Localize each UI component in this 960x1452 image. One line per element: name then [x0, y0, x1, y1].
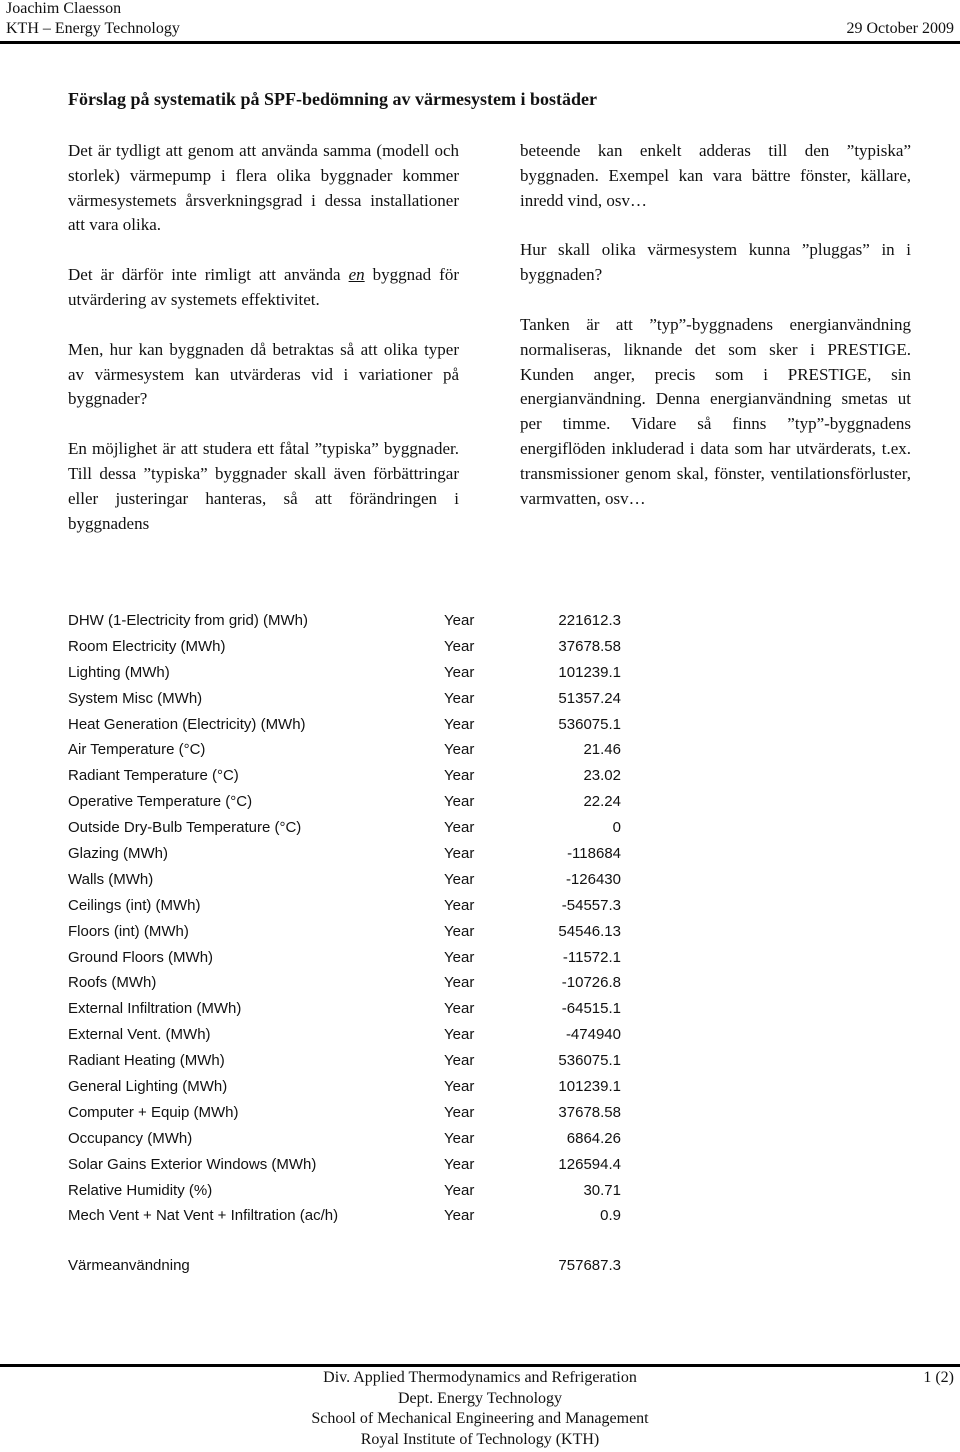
emphasized-word: en — [348, 265, 365, 285]
paragraph: Hur skall olika värmesystem kunna ”pluggas” in i byggnaden? — [520, 240, 911, 285]
row-period: Year — [444, 663, 475, 681]
row-value: -10726.8 — [561, 974, 621, 992]
row-label: Occupancy (MWh) — [68, 1129, 193, 1147]
row-value: 6864.26 — [566, 1129, 621, 1147]
row-value: -11572.1 — [562, 948, 621, 966]
row-period: Year — [444, 1103, 475, 1121]
row-value: -474940 — [565, 1026, 621, 1044]
row-period: Year — [444, 689, 475, 707]
row-label: Mech Vent + Nat Vent + Infiltration (ac/h) — [68, 1207, 339, 1225]
row-value: 536075.1 — [558, 1052, 621, 1070]
footer-school: School of Mechanical Engineering and Management — [311, 1410, 649, 1428]
row-period: Year — [444, 793, 475, 811]
row-label: DHW (1-Electricity from grid) (MWh) — [68, 612, 308, 629]
row-value: 22.24 — [583, 793, 621, 811]
row-value: 54546.13 — [558, 922, 621, 940]
row-period: Year — [444, 637, 475, 655]
row-label: General Lighting (MWh) — [68, 1078, 228, 1096]
row-label: Glazing (MWh) — [68, 845, 169, 863]
row-value: 536075.1 — [558, 715, 621, 733]
row-label: Ceilings (int) (MWh) — [68, 896, 201, 914]
row-label: Ground Floors (MWh) — [68, 948, 214, 966]
row-period: Year — [444, 1000, 475, 1018]
paragraph: Men, hur kan byggnaden då betraktas så att olika typer av värmesystem kan utvärderas vid i variationer på byggnader? — [68, 339, 459, 409]
row-period: Year — [444, 948, 475, 966]
row-label: Relative Humidity (%) — [68, 1181, 213, 1199]
row-value: 23.02 — [583, 767, 621, 785]
row-label: System Misc (MWh) — [68, 689, 203, 707]
row-label: Solar Gains Exterior Windows (MWh) — [68, 1155, 317, 1173]
row-value: -54557.3 — [561, 896, 621, 914]
row-period: Year — [444, 715, 475, 733]
row-value: 0.9 — [600, 1207, 621, 1225]
row-period: Year — [444, 767, 475, 785]
row-period: Year — [444, 1078, 475, 1096]
document-title: Förslag på systematik på SPF-bedömning av värmesystem i bostäder — [68, 89, 597, 109]
row-period: Year — [444, 741, 475, 759]
row-value: -118684 — [567, 845, 621, 863]
row-label: External Infiltration (MWh) — [68, 1000, 242, 1018]
row-label: External Vent. (MWh) — [68, 1026, 211, 1044]
row-label: Outside Dry-Bulb Temperature (°C) — [68, 819, 302, 837]
row-value: 30.71 — [583, 1181, 621, 1199]
row-period: Year — [444, 1181, 475, 1199]
summary-label: Värmeanvändning — [68, 1257, 190, 1274]
row-label: Radiant Heating (MWh) — [68, 1052, 225, 1070]
row-period: Year — [444, 896, 475, 914]
row-value: -126430 — [565, 870, 621, 888]
author-name: Joachim Claesson — [6, 0, 122, 17]
row-value: 37678.58 — [558, 1103, 621, 1121]
row-value: 51357.24 — [558, 689, 621, 707]
row-value: -64515.1 — [561, 1000, 621, 1018]
row-value: 126594.4 — [558, 1155, 621, 1173]
row-label: Lighting (MWh) — [68, 663, 170, 681]
row-period: Year — [444, 1052, 475, 1070]
row-value: 221612.3 — [558, 612, 621, 629]
organization-name: KTH – Energy Technology — [6, 20, 180, 37]
row-period: Year — [444, 845, 475, 863]
row-period: Year — [444, 612, 475, 629]
row-label: Room Electricity (MWh) — [68, 637, 226, 655]
footer-department: Dept. Energy Technology — [397, 1389, 563, 1407]
row-period: Year — [444, 922, 475, 940]
summary-value: 757687.3 — [558, 1257, 621, 1274]
row-value: 101239.1 — [558, 663, 621, 681]
row-period: Year — [444, 1129, 475, 1147]
right-text-column — [520, 139, 911, 536]
footer-institute: Royal Institute of Technology (KTH) — [360, 1430, 600, 1448]
paragraph: En möjlighet är att studera ett fåtal ”typiska” byggnader. Till dessa ”typiska” byggnader skall även förbättringar eller justeringar hanteras, så att förändringen i byggnadens — [68, 439, 459, 533]
paragraph-text: Det är därför inte rimligt att använda — [68, 265, 349, 285]
row-label: Roofs (MWh) — [68, 974, 157, 992]
row-period: Year — [444, 1026, 475, 1044]
row-value: 21.46 — [583, 741, 621, 759]
left-text-column — [68, 139, 459, 561]
row-value: 101239.1 — [558, 1078, 621, 1096]
paragraph-text: byggnad för utvärdering av systemets effektivitet. — [68, 265, 459, 309]
row-label: Walls (MWh) — [68, 870, 154, 888]
page-number: 1 (2) — [923, 1369, 954, 1386]
footer — [0, 1368, 960, 1450]
footer-division: Div. Applied Thermodynamics and Refrigeration — [323, 1369, 637, 1386]
row-period: Year — [444, 1207, 475, 1225]
paragraph: Det är tydligt att genom att använda samma (modell och storlek) värmepump i flera olika byggnader kommer värmesystemets årsverkningsgrad i dessa installationer att vara olika. — [68, 141, 459, 235]
document-date: 29 October 2009 — [846, 20, 954, 37]
row-label: Computer + Equip (MWh) — [68, 1103, 239, 1121]
row-period: Year — [444, 819, 475, 837]
row-value: 37678.58 — [558, 637, 621, 655]
paragraph: Tanken är att ”typ”-byggnadens energianvändning normaliseras, liknande det som sker i PRESTIGE. Kunden anger, precis som i PRESTIGE, sin energianvändning. Denna energianvändning smetas ut per timme. Vidare så finns ”typ”-byggnadens energiflöden inkluderad i data som har utvärderats, t.ex. transmissioner genom skal, fönster, ventilationsförluster, varmvatten, osv… — [520, 314, 911, 508]
footer-divider — [0, 1364, 960, 1367]
row-label: Radiant Temperature (°C) — [68, 767, 239, 785]
summary-row — [68, 1253, 628, 1279]
row-period: Year — [444, 1155, 475, 1173]
row-label: Floors (int) (MWh) — [68, 922, 189, 940]
row-value: 0 — [612, 819, 621, 837]
paragraph: beteende kan enkelt adderas till den ”typiska” byggnaden. Exempel kan vara bättre fönster, källare, inredd vind, osv… — [520, 141, 911, 210]
row-period: Year — [444, 974, 475, 992]
row-period: Year — [444, 870, 475, 888]
row-label: Air Temperature (°C) — [68, 741, 206, 759]
paragraph — [68, 263, 459, 313]
row-label: Heat Generation (Electricity) (MWh) — [68, 715, 306, 733]
header-divider — [0, 41, 960, 44]
row-label: Operative Temperature (°C) — [68, 793, 253, 811]
